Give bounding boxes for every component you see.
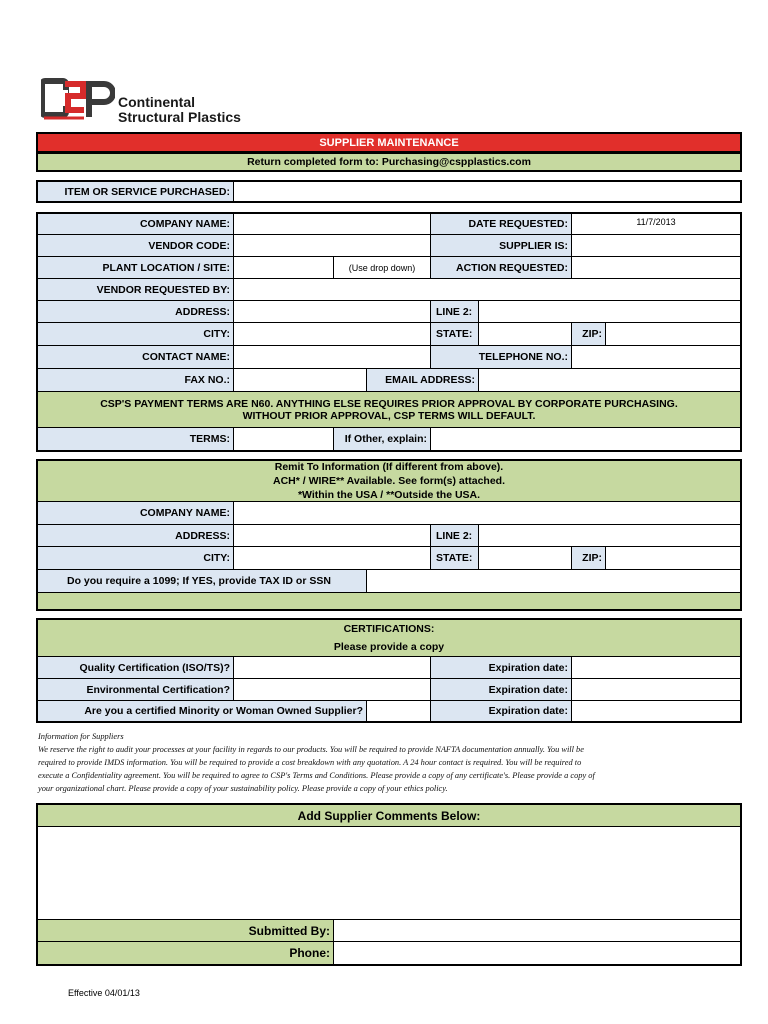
return-to-instructions: Return completed form to: Purchasing@cspplastics.com: [36, 153, 742, 172]
quality-cert-label: Quality Certification (ISO/TS)?: [37, 656, 234, 679]
submitted-by-input[interactable]: [333, 919, 741, 942]
company-line-2: Structural Plastics: [118, 109, 241, 125]
minority-expiration-label: Expiration date:: [430, 700, 572, 722]
date-requested-value[interactable]: 11/7/2013: [571, 213, 741, 235]
payment-terms-line-2: WITHOUT PRIOR APPROVAL, CSP TERMS WILL DEFAULT.: [242, 409, 536, 422]
remit-line-1: Remit To Information (If different from above).: [274, 461, 504, 473]
supplier-is-label: SUPPLIER IS:: [430, 234, 572, 257]
address-input[interactable]: [233, 300, 431, 323]
terms-label: TERMS:: [37, 427, 234, 451]
environmental-expiration-input[interactable]: [571, 678, 741, 701]
remit-state-input[interactable]: [478, 546, 572, 570]
supplier-info-line-2: required to provide IMDS information. You will be required to provide a cost breakdown with any quotation. A 24 hour contact is required. You will be required to: [38, 758, 582, 767]
fax-input[interactable]: [233, 368, 367, 392]
use-drop-down-hint: (Use drop down): [333, 256, 431, 279]
supplier-is-select[interactable]: [571, 234, 741, 257]
supplier-info-line-4: your organizational chart. Please provide a copy of your sustainability policy. Please provide a copy of your ethics policy.: [38, 784, 448, 793]
vendor-code-input[interactable]: [233, 234, 431, 257]
phone-input[interactable]: [333, 941, 741, 965]
remit-company-name-label: COMPANY NAME:: [37, 501, 234, 525]
supplier-info: [38, 730, 738, 795]
environmental-cert-label: Environmental Certification?: [37, 678, 234, 701]
remit-line-2: ACH* / WIRE** Available. See form(s) attached.: [272, 475, 506, 487]
item-service-label: ITEM OR SERVICE PURCHASED:: [36, 180, 234, 203]
company-name-label: COMPANY NAME:: [37, 213, 234, 235]
remit-state-label: STATE:: [430, 546, 479, 570]
contact-name-input[interactable]: [233, 345, 431, 369]
certifications-subtitle: Please provide a copy: [333, 641, 445, 653]
minority-expiration-input[interactable]: [571, 700, 741, 722]
effective-date: Effective 04/01/13: [68, 988, 140, 998]
fax-label: FAX NO.:: [37, 368, 234, 392]
submitted-by-label: Submitted By:: [37, 919, 334, 942]
comments-title: Add Supplier Comments Below:: [37, 804, 741, 827]
environmental-cert-input[interactable]: [233, 678, 431, 701]
action-requested-select[interactable]: [571, 256, 741, 279]
vendor-requested-by-label: VENDOR REQUESTED BY:: [37, 278, 234, 301]
supplier-info-line-1: We reserve the right to audit your processes at your facility in regards to our products. You will be required to provide NAFTA documentation annually. You will be: [38, 745, 584, 754]
comments-textarea[interactable]: [37, 826, 741, 920]
certifications-title: CERTIFICATIONS:: [343, 623, 435, 635]
tax-id-input[interactable]: [366, 569, 741, 593]
company-name-input[interactable]: [233, 213, 431, 235]
remit-address-input[interactable]: [233, 524, 431, 547]
contact-name-label: CONTACT NAME:: [37, 345, 234, 369]
remit-line2-input[interactable]: [478, 524, 741, 547]
environmental-expiration-label: Expiration date:: [430, 678, 572, 701]
quality-cert-input[interactable]: [233, 656, 431, 679]
remit-zip-input[interactable]: [605, 546, 741, 570]
if-other-input[interactable]: [430, 427, 741, 451]
zip-label: ZIP:: [571, 322, 606, 346]
plant-location-select[interactable]: [233, 256, 334, 279]
date-requested-label: DATE REQUESTED:: [430, 213, 572, 235]
csp-logo-icon: [41, 78, 115, 122]
supplier-info-heading: Information for Suppliers: [38, 732, 124, 741]
remit-footer-bar: [37, 592, 741, 610]
action-requested-label: ACTION REQUESTED:: [430, 256, 572, 279]
vendor-code-label: VENDOR CODE:: [37, 234, 234, 257]
zip-input[interactable]: [605, 322, 741, 346]
email-input[interactable]: [478, 368, 741, 392]
item-service-input[interactable]: [233, 180, 742, 203]
line2-label: LINE 2:: [430, 300, 479, 323]
remit-line-3: *Within the USA / **Outside the USA.: [297, 489, 481, 501]
certifications-header: [37, 619, 741, 657]
minority-owned-label: Are you a certified Minority or Woman Owned Supplier?: [37, 700, 367, 722]
telephone-input[interactable]: [571, 345, 741, 369]
email-label: EMAIL ADDRESS:: [366, 368, 479, 392]
vendor-requested-by-input[interactable]: [233, 278, 741, 301]
remit-address-label: ADDRESS:: [37, 524, 234, 547]
quality-expiration-label: Expiration date:: [430, 656, 572, 679]
form-title: SUPPLIER MAINTENANCE: [36, 132, 742, 153]
address-label: ADDRESS:: [37, 300, 234, 323]
payment-terms-notice: [37, 391, 741, 428]
payment-terms-line-1: CSP'S PAYMENT TERMS ARE N60. ANYTHING ELSE REQUIRES PRIOR APPROVAL BY CORPORATE PURCHASING.: [100, 397, 678, 410]
state-label: STATE:: [430, 322, 479, 346]
remit-company-name-input[interactable]: [233, 501, 741, 525]
company-line-1: Continental: [118, 94, 195, 110]
remit-city-input[interactable]: [233, 546, 431, 570]
csp-logo: [41, 78, 115, 122]
city-input[interactable]: [233, 322, 431, 346]
remit-city-label: CITY:: [37, 546, 234, 570]
supplier-info-line-3: execute a Confidentiality agreement. You will be required to agree to CSP's Terms and Conditions. Please provide a copy of any certificate's. Please provide a copy of: [38, 771, 595, 780]
plant-location-label: PLANT LOCATION / SITE:: [37, 256, 234, 279]
city-label: CITY:: [37, 322, 234, 346]
company-name: [118, 95, 241, 125]
minority-owned-input[interactable]: [366, 700, 431, 722]
remit-line2-label: LINE 2:: [430, 524, 479, 547]
state-input[interactable]: [478, 322, 572, 346]
phone-label: Phone:: [37, 941, 334, 965]
remit-header: [37, 460, 741, 502]
line2-input[interactable]: [478, 300, 741, 323]
quality-expiration-input[interactable]: [571, 656, 741, 679]
remit-zip-label: ZIP:: [571, 546, 606, 570]
tax-id-label: Do you require a 1099; If YES, provide TAX ID or SSN: [37, 569, 367, 593]
telephone-label: TELEPHONE NO.:: [430, 345, 572, 369]
if-other-label: If Other, explain:: [333, 427, 431, 451]
terms-select[interactable]: [233, 427, 334, 451]
